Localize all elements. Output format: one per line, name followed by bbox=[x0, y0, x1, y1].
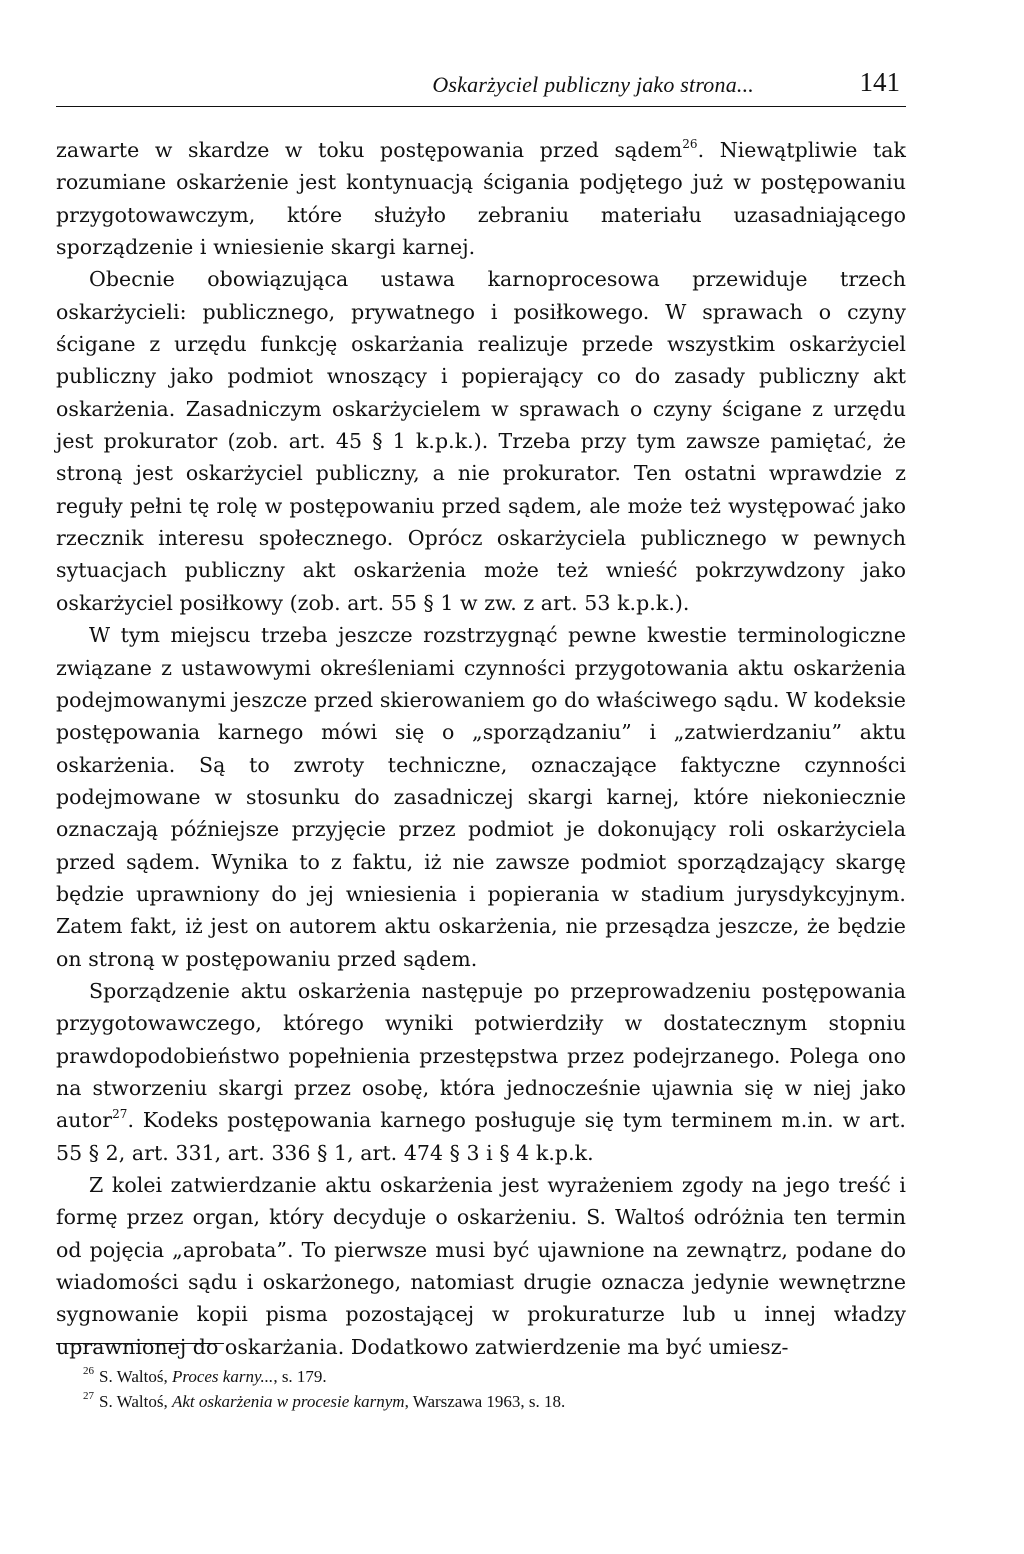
footnote-text: , s. 179. bbox=[273, 1367, 327, 1386]
footnote-text: S. Waltoś, bbox=[99, 1392, 172, 1411]
paragraph bbox=[56, 263, 906, 619]
footnote-number: 26 bbox=[83, 1365, 94, 1378]
footnote bbox=[83, 1364, 883, 1389]
paragraph-text: Sporządzenie aktu oskarżenia następuje po przeprowadzeniu postępowania przygotowawczego, którego wyniki potwierdziły w dostatecznym stopniu prawdopodobieństwo popełnienia przestępstwa przez podejrzanego. Polega ono na stworzeniu skargi przez osobę, która jednocześnie ujawnia się w niej jako autor bbox=[56, 978, 906, 1133]
paragraph-text: zawarte w skardze w toku postępowania przed sądem bbox=[56, 138, 683, 162]
page-header bbox=[56, 66, 906, 107]
paragraph bbox=[56, 975, 906, 1169]
paragraph-text: . Kodeks postępowania karnego posługuje się tym terminem m.in. w art. 55 § 2, art. 331, art. 336 § 1, art. 474 § 3 i § 4 k.p.k. bbox=[56, 1108, 906, 1165]
footnote-title: Proces karny... bbox=[171, 1367, 274, 1386]
footnotes bbox=[83, 1364, 883, 1414]
paragraph-text: . Niewątpliwie tak rozumiane oskarżenie jest kontynuacją ścigania podjętego już w postępowaniu przygotowawczym, które służyło zebraniu materiału uzasadniającego sporządzenie i wniesienie skargi karnej. bbox=[56, 138, 906, 260]
footnote bbox=[83, 1389, 883, 1414]
page-number: 141 bbox=[859, 67, 900, 97]
footnote-separator bbox=[56, 1343, 224, 1344]
body-text bbox=[56, 134, 906, 1363]
footnote-text: S. Waltoś, bbox=[99, 1367, 172, 1386]
footnote-number: 27 bbox=[83, 1390, 94, 1403]
footnote-title: Akt oskarżenia w procesie karnym bbox=[171, 1392, 405, 1411]
paragraph bbox=[56, 134, 906, 263]
footnote-reference: 27 bbox=[112, 1107, 128, 1122]
running-title: Oskarżyciel publiczny jako strona... bbox=[432, 72, 754, 97]
paragraph-text: Obecnie obowiązująca ustawa karnoprocesowa przewiduje trzech oskarżycieli: publicznego, prywatnego i posiłkowego. W sprawach o czyny ścigane z urzędu funkcję oskarżania realizuje przede wszystkim oskarżyciel publiczny jako podmiot wnoszący i popierający co do zasady publiczny akt oskarżenia. Zasadniczym oskarżycielem w sprawach o czyny ścigane z urzędu jest prokurator (zob. art. 45 § 1 k.p.k.). Trzeba przy tym zawsze pamiętać, że stroną jest oskarżyciel publiczny, a nie prokurator. Ten ostatni wprawdzie z reguły pełni tę rolę w postępowaniu przed sądem, ale może też występować jako rzecznik interesu społecznego. Oprócz oskarżyciela publicznego w pewnych sytuacjach publiczny akt oskarżenia może też wnieść pokrzywdzony jako oskarżyciel posiłkowy (zob. art. 55 § 1 w zw. z art. 53 k.p.k.). bbox=[56, 267, 906, 615]
paragraph-text: Z kolei zatwierdzanie aktu oskarżenia jest wyrażeniem zgody na jego treść i formę przez organ, który decyduje o oskarżeniu. S. Waltoś odróżnia ten termin od pojęcia „aprobata”. To pierwsze musi być ujawnione na zewnątrz, podane do wiadomości sądu i oskarżonego, natomiast drugie oznacza jedynie wewnętrzne sygnowanie kopii pisma pozostającej w prokuraturze lub u innej władzy uprawnionej do oskarżania. Dodatkowo zatwierdzenie ma być umiesz- bbox=[56, 1173, 906, 1359]
paragraph bbox=[56, 1169, 906, 1363]
book-page bbox=[56, 0, 906, 1554]
footnote-reference: 26 bbox=[682, 137, 698, 152]
paragraph-text: W tym miejscu trzeba jeszcze rozstrzygnąć pewne kwestie terminologiczne związane z ustawowymi określeniami czynności przygotowania aktu oskarżenia podejmowanymi jeszcze przed skierowaniem go do właściwego sądu. W kodeksie postępowania karnego mówi się o „sporządzaniu” i „zatwierdzaniu” aktu oskarżenia. Są to zwroty techniczne, oznaczające faktyczne czynności podejmowane w stosunku do zasadniczej skargi karnej, które niekoniecznie oznaczają późniejsze przyjęcie przez podmiot je dokonujący roli oskarżyciela przed sądem. Wynika to z faktu, iż nie zawsze podmiot sporządzający skargę będzie uprawniony do jej wniesienia i popierania w stadium jurysdykcyjnym. Zatem fakt, iż jest on autorem aktu oskarżenia, nie przesądza jeszcze, że będzie on stroną w postępowaniu przed sądem. bbox=[56, 623, 906, 971]
footnote-text: , Warszawa 1963, s. 18. bbox=[404, 1392, 566, 1411]
paragraph bbox=[56, 619, 906, 975]
